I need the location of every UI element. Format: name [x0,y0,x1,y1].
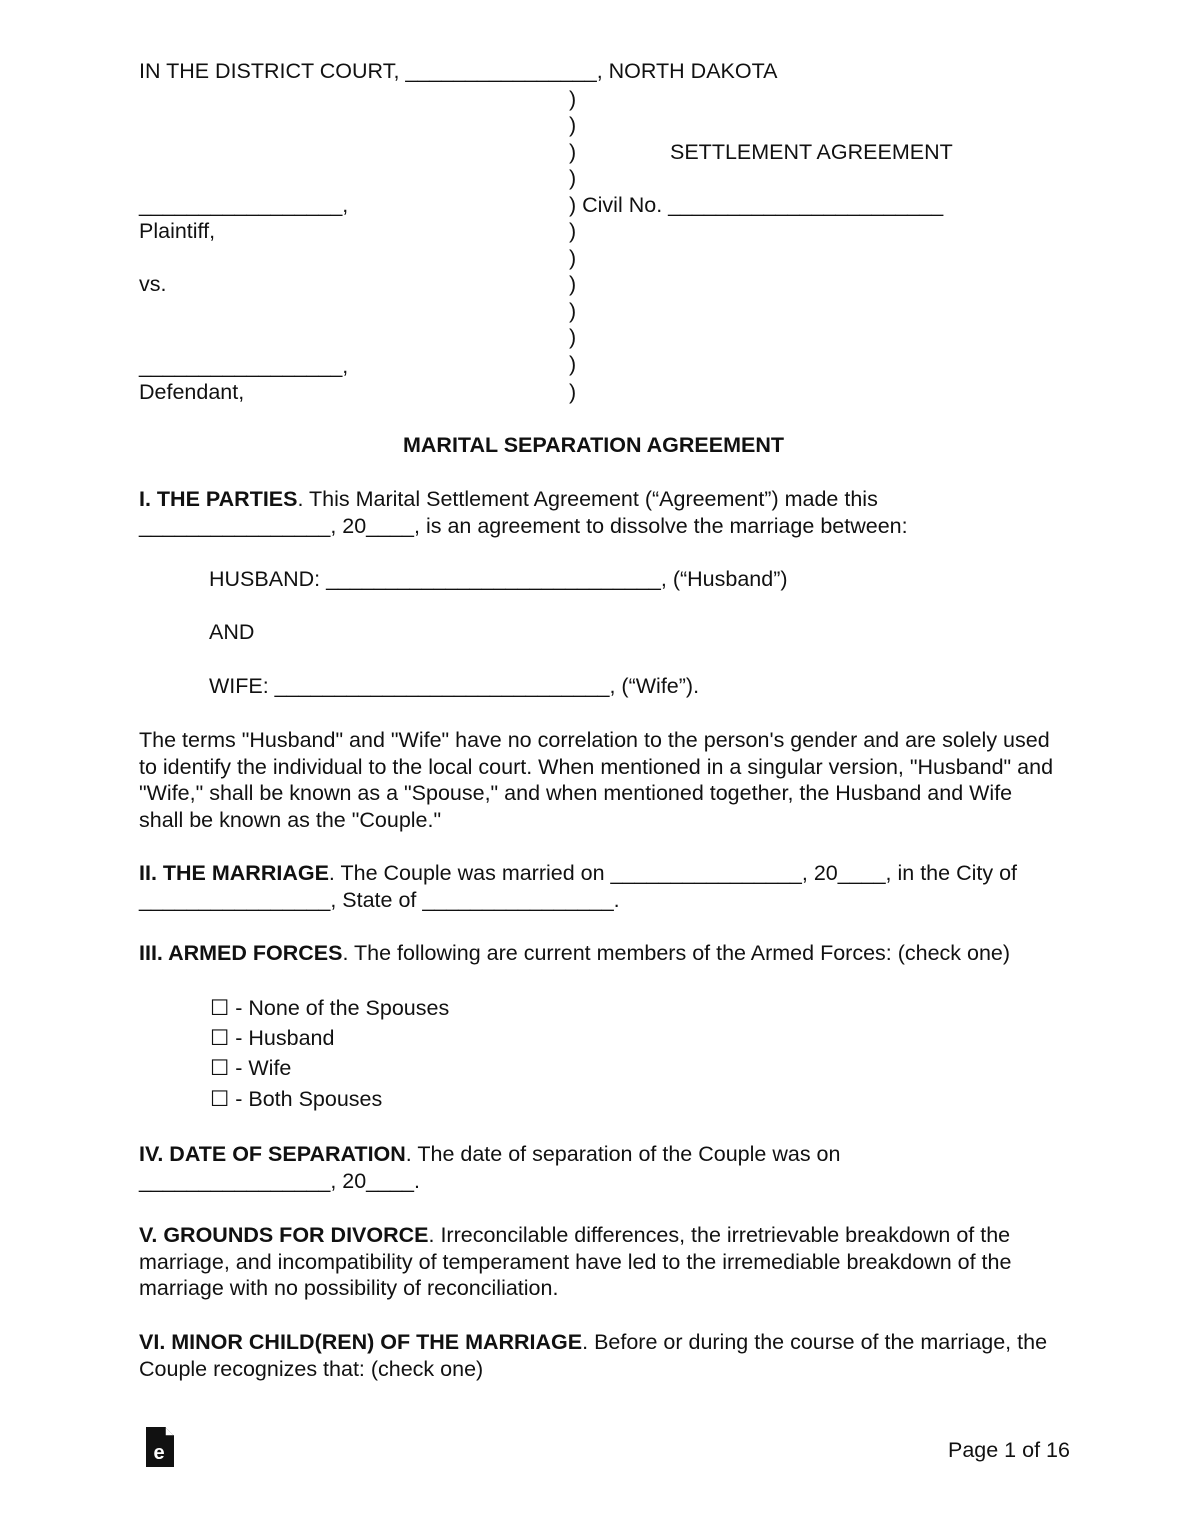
wife-name-line: WIFE: ____________________________, (“Wife”). [209,674,700,698]
agreement-heading: MARITAL SEPARATION AGREEMENT [402,433,785,457]
caption-paren: ) [569,219,577,243]
civil-number-line: ) Civil No. _______________________ [569,193,944,217]
section-text: . Irreconcilable differences, the irretrievable breakdown of the marriage, and incompatibility of temperament have led to the irremediable breakdown of the marriage with no possibility of reconciliation. [139,1223,1012,1300]
page-number: Page 1 of 16 [948,1438,1070,1462]
section-separation [139,1141,929,1194]
caption-paren: ) [569,325,577,349]
section-grounds [139,1222,1054,1302]
checkbox-husband[interactable]: ☐ - Husband [210,1026,335,1050]
caption-paren: ) [569,87,577,111]
section-text: . This Marital Settlement Agreement (“Agreement”) made this ________________, 20____, is an agreement to dissolve the marriage between: [139,487,908,538]
section-text: . The following are current members of the Armed Forces: (check one) [342,941,1011,965]
section-title: II. THE MARRIAGE [139,861,329,885]
section-title: I. THE PARTIES [139,487,298,511]
section-title: III. ARMED FORCES [139,941,343,965]
plaintiff-name-blank: _________________, [139,193,349,217]
caption-paren: ) [569,352,577,376]
plaintiff-label: Plaintiff, [139,219,216,243]
section-title: VI. MINOR CHILD(REN) OF THE MARRIAGE [139,1330,583,1354]
caption-paren: ) [569,272,577,296]
section-armed-forces [139,940,1054,967]
checkbox-both-spouses[interactable]: ☐ - Both Spouses [210,1087,383,1111]
section-parties [139,486,1054,539]
section-children [139,1329,1054,1382]
section-text: . The date of separation of the Couple was on ________________, 20____. [139,1142,841,1193]
and-label: AND [209,620,255,644]
defendant-label: Defendant, [139,380,245,404]
eforms-logo-icon [146,1427,174,1467]
section-title: IV. DATE OF SEPARATION [139,1142,406,1166]
versus-label: vs. [139,272,167,296]
section-text: . Before or during the course of the marriage, the Couple recognizes that: (check one) [139,1330,1048,1381]
settlement-agreement-title: SETTLEMENT AGREEMENT [670,140,953,164]
terms-paragraph: The terms "Husband" and "Wife" have no correlation to the person's gender and are solely used to identify the individual to the local court. When mentioned in a singular version, "Husband" and "Wife," shall be known as a "Spouse," and when mentioned together, the Husband and Wife shall be known as the "Couple." [139,728,1054,832]
checkbox-wife[interactable]: ☐ - Wife [210,1056,292,1080]
caption-paren: ) [569,299,577,323]
husband-name-line: HUSBAND: ____________________________, (“Husband”) [209,567,788,591]
caption-paren: ) [569,113,577,137]
section-marriage [139,860,1054,913]
caption-paren: ) [569,166,577,190]
caption-paren: ) [569,380,577,404]
checkbox-none-of-spouses[interactable]: ☐ - None of the Spouses [210,996,450,1020]
caption-paren: ) [569,246,577,270]
svg-text:e: e [153,1442,165,1464]
section-text: . The Couple was married on ________________, 20____, in the City of ________________, State of ________________. [139,861,1018,912]
caption-paren: ) [569,140,577,164]
defendant-name-blank: _________________, [139,354,349,378]
court-line: IN THE DISTRICT COURT, ________________, NORTH DAKOTA [139,59,778,83]
section-title: V. GROUNDS FOR DIVORCE [139,1223,429,1247]
